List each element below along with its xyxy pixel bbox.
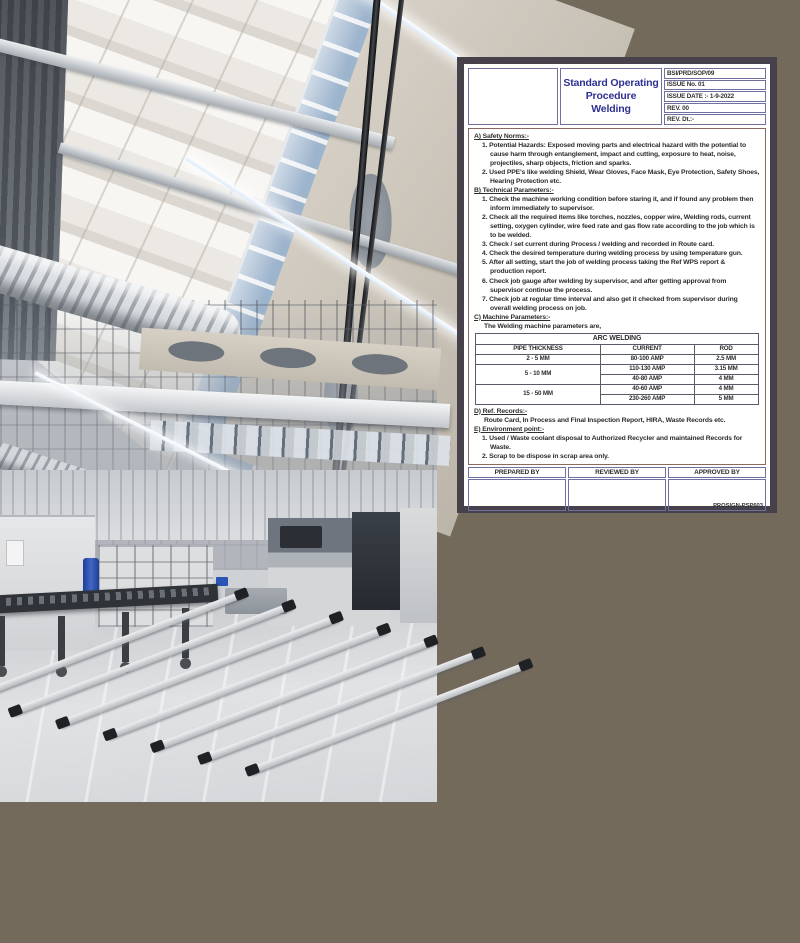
prepared-by-label: PREPARED BY — [468, 467, 566, 478]
oval-cutout — [351, 352, 408, 376]
column-header: ROD — [694, 344, 758, 354]
table-cell: 40-60 AMP — [600, 384, 694, 394]
doc-number: BSI/PRD/SOP/09 — [664, 68, 766, 79]
document-header — [468, 68, 766, 125]
table-cell: 80-100 AMP — [600, 354, 694, 364]
table-cell: 4 MM — [694, 384, 758, 394]
document-code: PROSIGN-PSP603 — [713, 502, 763, 509]
logo-cell — [468, 68, 558, 125]
title-line: Welding — [591, 103, 631, 116]
document-title — [560, 68, 662, 125]
column-header: PIPE THICKNESS — [476, 344, 600, 354]
title-line: Procedure — [585, 89, 637, 102]
rev-date: REV. Dt.:- — [664, 114, 766, 125]
document-footer — [468, 467, 766, 511]
caster-wheel — [0, 666, 7, 677]
conveyor-rollers — [0, 587, 214, 607]
issue-no: ISSUE No. 01 — [664, 80, 766, 91]
reviewed-by-column — [568, 467, 666, 511]
list-item: 1. Potential Hazards: Exposed moving parts and electrical hazard with the potential to cause harm through entanglement, impact and cutting, exposure to heat, noise, projectiles, sharp objects, friction and sparks. — [482, 142, 746, 168]
table-cell: 110-130 AMP — [600, 364, 694, 374]
list-item: 7. Check job at regular time interval and also get it checked from supervisor during overall welding process on job. — [482, 295, 738, 312]
factory-photo — [0, 0, 437, 800]
wall-clipboard — [6, 540, 24, 566]
list-item: 5. After all setting, start the job of welding process taking the Ref WPS report & production report. — [482, 259, 726, 276]
list-item: 2. Check all the required items like torches, nozzles, copper wire, Welding rods, current setting, oxygen cylinder, wire feed rate and gas flow rate according to the job which is to be welded. — [482, 214, 755, 240]
table-cell: 2.5 MM — [694, 354, 758, 364]
approved-by-column — [668, 467, 766, 511]
sop-document — [457, 57, 777, 513]
signature-box — [468, 479, 566, 511]
section-d-intro: Route Card, In Process and Final Inspection Report, HIRA, Waste Records etc. — [484, 416, 726, 424]
section-d-label: D) Ref. Records:- — [474, 407, 527, 415]
reviewed-by-label: REVIEWED BY — [568, 467, 666, 478]
section-c-label: C) Machine Parameters:- — [474, 313, 551, 321]
blue-bin — [216, 577, 228, 586]
table-cell: 4 MM — [694, 374, 758, 384]
document-body — [468, 128, 766, 465]
approved-by-label: APPROVED BY — [668, 467, 766, 478]
table-cell: 2 - 5 MM — [476, 354, 600, 364]
section-e-label: E) Environment point:- — [474, 425, 544, 433]
signature-box — [568, 479, 666, 511]
table-cell: 3.15 MM — [694, 364, 758, 374]
list-item: 6. Check job gauge after welding by supervisor, and after getting approval from supervisor continue the process. — [482, 277, 727, 294]
section-b-label: B) Technical Parameters:- — [474, 187, 554, 195]
list-item: 3. Check / set current during Process / welding and recorded in Route card. — [482, 241, 714, 249]
list-item: 1. Check the machine working condition before staring it, and if found any problem then inform immediately to supervisor. — [482, 196, 754, 213]
oval-cutout — [168, 340, 225, 364]
title-line: Standard Operating — [563, 76, 659, 89]
conveyor-leg — [0, 616, 5, 666]
aluminum-rail — [248, 661, 531, 775]
document-info-block — [664, 68, 766, 125]
section-a-label: A) Safety Norms:- — [474, 133, 529, 140]
signature-box — [668, 479, 766, 511]
aluminum-rail — [200, 649, 483, 763]
rev-no: REV. 00 — [664, 103, 766, 114]
aluminum-rail — [106, 625, 389, 739]
list-item: 2. Scrap to be dispose in scrap area only. — [482, 452, 609, 460]
prepared-by-column — [468, 467, 566, 511]
section-c-intro: The Welding machine parameters are, — [484, 322, 602, 330]
table-cell: 5 - 10 MM — [476, 364, 600, 384]
aluminum-rail — [153, 637, 436, 751]
list-item: 1. Used / Waste coolant disposal to Authorized Recycler and maintained Records for Waste. — [482, 434, 743, 451]
table-cell: 15 - 50 MM — [476, 384, 600, 404]
table-title: ARC WELDING — [476, 333, 758, 344]
list-item: 2. Used PPE's like welding Shield, Wear Gloves, Face Mask, Eye Protection, Safety Shoes, Hearing Protection etc. — [482, 169, 760, 186]
machine-window — [280, 526, 322, 548]
arc-welding-table — [475, 333, 758, 405]
list-item: 4. Check the desired temperature during welding process by using temperature gun. — [482, 250, 743, 258]
table-cell: 40-80 AMP — [600, 374, 694, 384]
issue-date: ISSUE DATE :- 1-9-2022 — [664, 91, 766, 102]
column-header: CURRENT — [600, 344, 694, 354]
table-cell: 5 MM — [694, 394, 758, 404]
table-cell: 230-260 AMP — [600, 394, 694, 404]
oval-cutout — [259, 346, 316, 370]
